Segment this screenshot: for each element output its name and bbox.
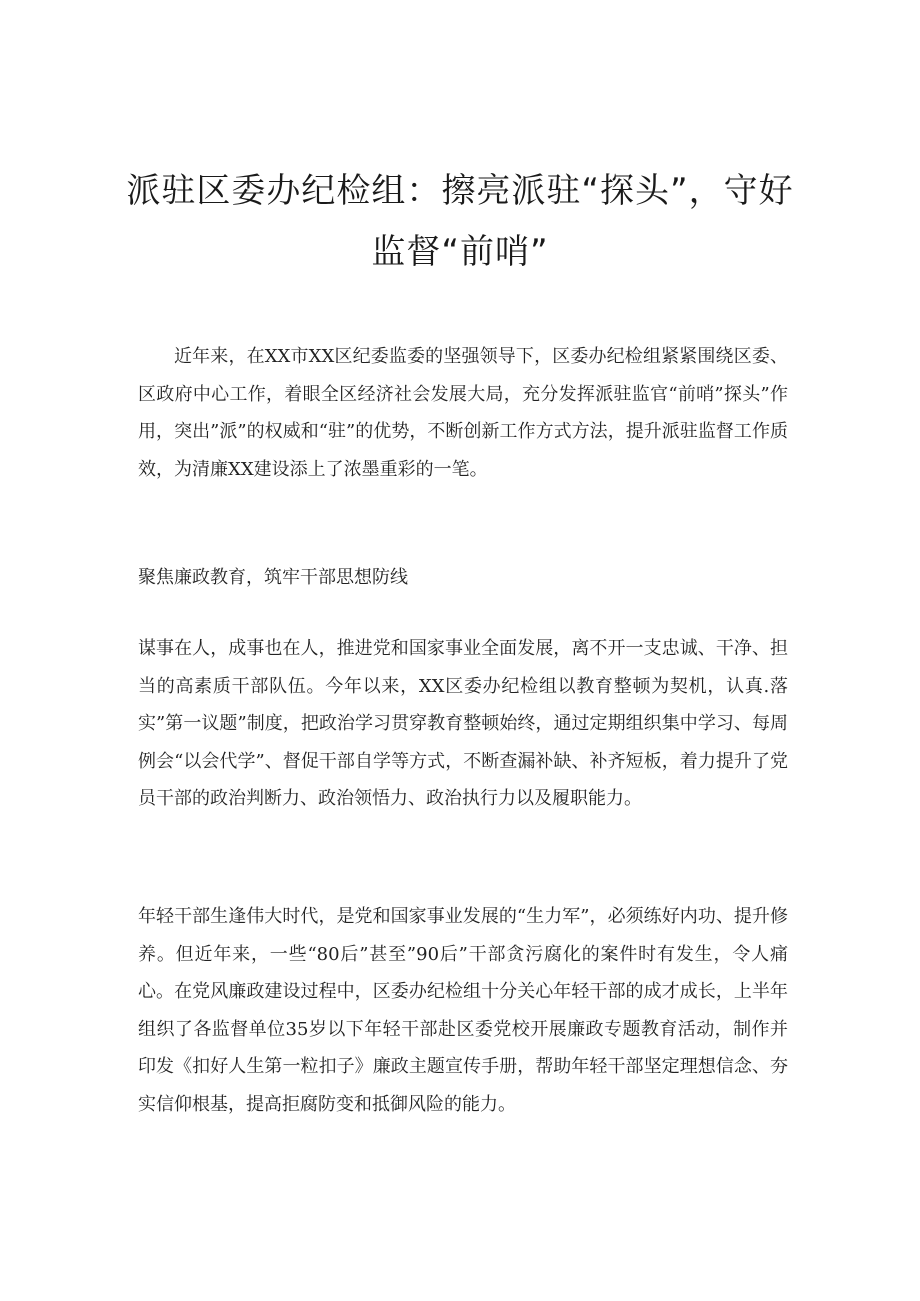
section-heading: 聚焦廉政教育，筑牢干部思想防线	[138, 567, 408, 588]
body-paragraph-2: 年轻干部生逢伟大时代，是党和国家事业发展的“生力军”，必须练好内功、提升修养。但近年来，一些“80后”甚至”90后”干部贪污腐化的案件时有发生，令人痛心。在党风廉政建设过程中，区委办纪检组十分关心年轻干部的成才成长，上半年组织了各监督单位35岁以下年轻干部赴区委党校开展廉政专题教育活动，制作并印发《扣好人生第一粒扣子》廉政主题宣传手册，帮助年轻干部坚定理想信念、夯实信仰根基，提高拒腐防变和抵御风险的能力。	[138, 906, 788, 1115]
document-title-line-1: 派驻区委办纪检组：擦亮派驻“探头”，守好	[126, 171, 794, 211]
body-paragraph-1: 谋事在人，成事也在人，推进党和国家事业全面发展，离不开一支忠诚、干净、担当的高素质干部队伍。今年以来，XX区委办纪检组以教育整顿为契机，认真.落实”第一议题”制度，把政治学习贯穿教育整顿始终，通过定期组织集中学习、每周例会“以会代学”、督促干部自学等方式，不断查漏补缺、补齐短板，着力提升了党员干部的政治判断力、政治领悟力、政治执行力以及履职能力。	[138, 638, 788, 809]
intro-paragraph: 近年来，在XX市XX区纪委监委的坚强领导下，区委办纪检组紧紧围绕区委、区政府中心工作，着眼全区经济社会发展大局，充分发挥派驻监官“前哨”探头”作用，突出”派”的权威和“驻”的优势，不断创新工作方式方法，提升派驻监督工作质效，为清廉XX建设添上了浓墨重彩的一笔。	[138, 346, 788, 480]
document-title-line-2: 监督“前哨”	[371, 232, 549, 272]
